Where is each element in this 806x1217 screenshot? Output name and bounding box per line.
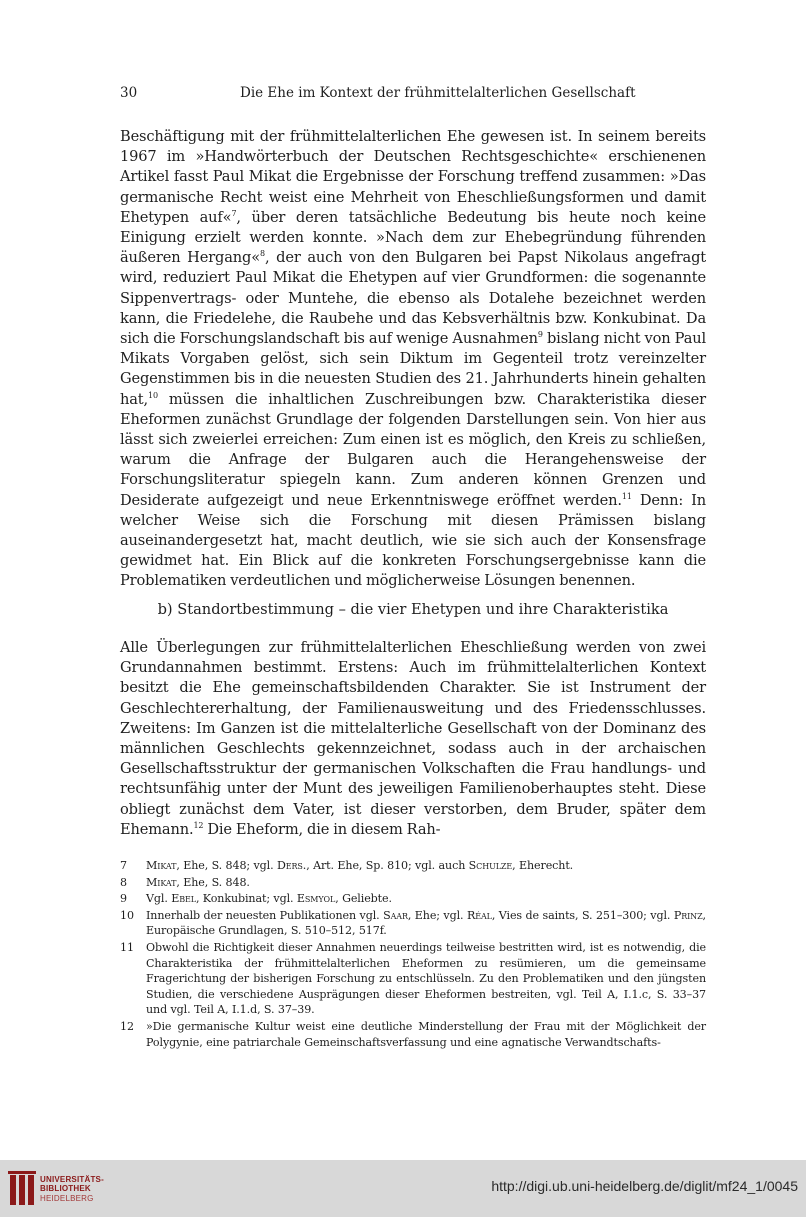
viewer-footer-bar	[0, 1160, 806, 1217]
permalink-url[interactable]: http://digi.ub.uni-heidelberg.de/diglit/mf24_1/0045	[491, 1178, 798, 1194]
footnotes	[120, 858, 706, 1051]
section-heading: b) Standortbestimmung – die vier Ehetypen und ihre Charakteristika	[157, 601, 669, 618]
footnote-number: 8	[120, 875, 127, 889]
footnote-10: 10 Innerhalb der neuesten Publikationen vgl. Saar, Ehe; vgl. Réal, Vies de saints, S. 251–300; vgl. Prinz, Europäische Grundlagen, S. 510–512, 517f.	[120, 908, 706, 938]
library-logo-text: UNIVERSITÄTS- BIBLIOTHEK HEIDELBERG	[40, 1175, 104, 1203]
page-number: 30	[120, 85, 138, 101]
footnote-ref-7[interactable]: 7	[231, 208, 237, 218]
footnote-8: 8 Mikat, Ehe, S. 848.	[120, 875, 250, 889]
running-title: Die Ehe im Kontext der frühmittelalterlichen Gesellschaft	[240, 85, 636, 101]
body-paragraph-2: Alle Überlegungen zur frühmittelalterlichen Eheschließung werden von zwei Grundannahmen bestimmt. Erstens: Auch im frühmittelalterlichen Kontext besitzt die Ehe gemeinschaftsbildenden Charakter. Sie ist Instrument der Geschlechtererhaltung, der Familienausweitung und des Friedensschlusses. Zweitens: Im Ganzen ist die mittelalterliche Gesellschaft von der Dominanz des männlichen Geschlechts gekennzeichnet, sodass auch in der archaischen Gesellschaftsstruktur der germanischen Volkschaften die Frau handlungs- und rechtsunfähig unter der Munt des jeweiligen Familienoberhauptes steht. Diese obliegt zunächst dem Vater, ist dieser verstorben, dem Bruder, später dem Ehemann.$^{12}$ Die Eheform, die in diesem Rah-	[120, 639, 706, 838]
footnote-number: 11	[120, 940, 134, 954]
footnote-12: 12 »Die germanische Kultur weist eine deutliche Minderstellung der Frau mit der Möglichkeit der Polygynie, eine patriarchale Gemeinschaftsverfassung und eine agnatische Verwandtschafts-	[120, 1019, 706, 1049]
footnote-ref-8[interactable]: 8	[260, 249, 265, 259]
library-logo-icon	[8, 1171, 36, 1209]
body-paragraph-1: Beschäftigung mit der frühmittelalterlichen Ehe gewesen ist. In seinem bereits 1967 im »Handwörterbuch der Deutschen Rechtsgeschichte« erschienenen Artikel fasst Paul Mikat die Ergebnisse der Forschung treffend zusammen: »Das germanische Recht weist eine Mehrheit von Eheschließungsformen und damit Ehetypen auf«$^7$, über deren tatsächliche Bedeutung bis heute noch keine Einigung erzielt werden konnte. »Nach dem zur Ehebegründung führenden äußeren Hergang«$^8$, der auch von den Bulgaren bei Papst Nikolaus angefragt wird, reduziert Paul Mikat die Ehetypen auf vier Grundformen: die sogenannte Sippenvertrags- oder Muntehe, die ebenso als Dotalehe bezeichnet werden kann, die Friedelehe, die Raubehe und das Kebsverhältnis bzw. Konkubinat. Da sich die Forschungslandschaft bis auf wenige Ausnahmen$^9$ bislang nicht von Paul Mikats Vorgaben gelöst, sich sein Diktum im Gegenteil trotz vereinzelter Gegenstimmen bis in die neuesten Studien des 21. Jahrhunderts hinein gehalten hat,$^{10}$ müssen die inhaltlichen Zuschreibungen bzw. Charakteristika dieser Eheformen zunächst Grundlage der folgenden Darstellungen sein. Von hier aus lässt sich zweierlei erreichen: Zum einen ist es möglich, den Kreis zu schließen, warum die Anfrage der Bulgaren auch die Herangehensweise der Forschungsliteratur spiegeln kann. Zum anderen können Grenzen und Desiderate aufgezeigt und neue Erkenntniswege eröffnet werden.$^{11}$ Denn: In welcher Weise sich die Forschung mit diesen Prämissen bislang auseinandergesetzt hat, macht deutlich, wie sie sich auch der Konsensfrage gewidmet hat. Ein Blick auf die konkreten Forschungsergebnisse kann die Problematiken verdeutlichen und möglicherweise Lösungen benennen.	[120, 128, 707, 590]
footnote-7: 7 Mikat, Ehe, S. 848; vgl. Ders., Art. Ehe, Sp. 810; vgl. auch Schulze, Eherecht.	[120, 859, 574, 872]
footnote-number: 7	[120, 859, 127, 872]
footnote-ref-10[interactable]: 10	[148, 390, 158, 400]
footnote-number: 10	[120, 908, 134, 922]
footnote-ref-11[interactable]: 11	[621, 491, 632, 501]
footnote-11: 11 Obwohl die Richtigkeit dieser Annahmen neuerdings teilweise bestritten wird, ist es notwendig, die Charakteristika der frühmittelalterlichen Eheformen zu resümieren, um die gemeinsame Fragerichtung der bisherigen Forschung zu entschlüsseln. Zu den Problematiken und den jüngsten Studien, die verschiedene Ausprägungen dieser Eheformen bestreiten, vgl. Teil A, I.1.c, S. 33–37 und vgl. Teil A, I.1.d, S. 37–39.	[120, 940, 706, 1017]
footnote-ref-12[interactable]: 12	[193, 820, 204, 830]
library-logo[interactable]	[8, 1169, 108, 1209]
footnote-9: 9 Vgl. Ebel, Konkubinat; vgl. Esmyol, Geliebte.	[120, 892, 392, 906]
footnote-number: 12	[120, 1019, 134, 1033]
running-head	[120, 82, 706, 104]
footnote-ref-9[interactable]: 9	[537, 330, 543, 340]
footnote-number: 9	[120, 892, 127, 906]
